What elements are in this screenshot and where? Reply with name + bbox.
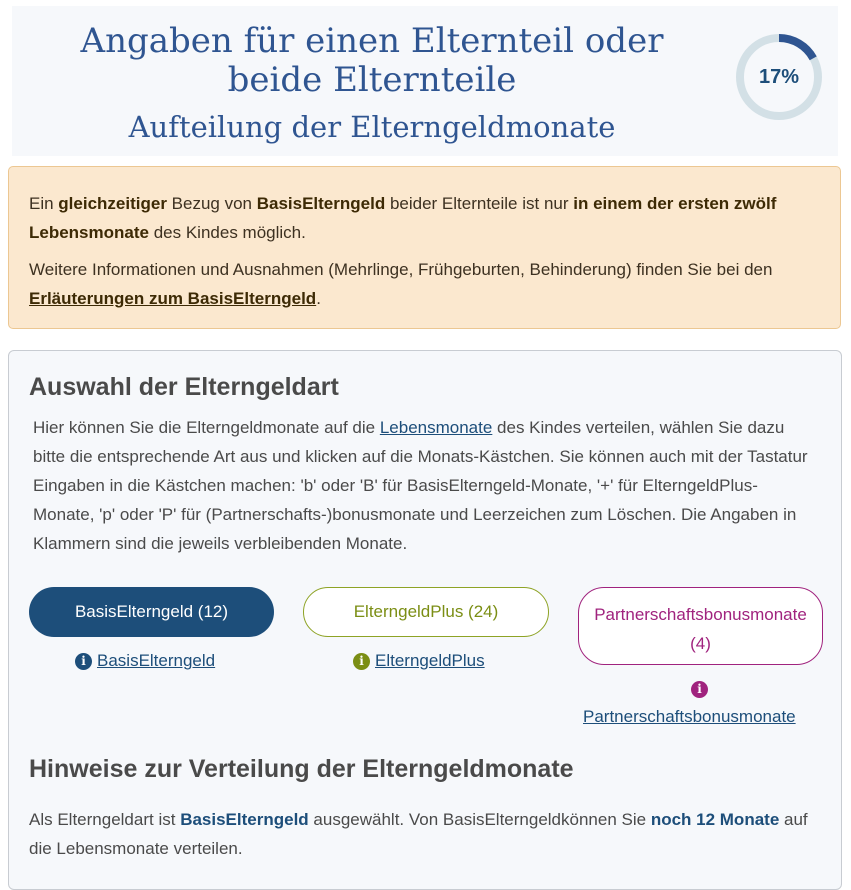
progress-indicator	[734, 32, 824, 122]
page-subtitle: Aufteilung der Elterngeldmonate	[128, 110, 616, 144]
progress-label: 17%	[758, 66, 800, 88]
elterngeldart-panel	[8, 350, 842, 890]
elterngeldplus-button[interactable]: ElterngeldPlus (24)	[303, 587, 549, 637]
basiselterngeld-button[interactable]: BasisElterngeld (12)	[29, 587, 274, 637]
partnerschaftsbonus-button-label: Partnerschaftsbonusmonate (4)	[594, 605, 807, 653]
info-paragraph-1: Ein gleichzeitiger Bezug von BasisElterngeld beider Elternteile ist nur in einem der ersten zwölf Lebensmonate des Kindes möglich.	[29, 194, 777, 242]
erlaeuterungen-link[interactable]: Erläuterungen zum BasisElterngeld	[29, 289, 317, 308]
auswahl-description: Hier können Sie die Elterngeldmonate auf die Lebensmonate des Kindes verteilen, wählen Sie dazu bitte die entsprechende Art aus und klicken auf die Monats-Kästchen. Sie können auch mit der Tastatur Eingaben in die Kästchen machen: 'b' oder 'B' für BasisElterngeld-Monate, '+' für ElterngeldPlus-Monate, 'p' oder 'P' für (Partnerschafts-)bonusmonate und Leerzeichen zum Löschen. Die Angaben in Klammern sind die jeweils verbleibenden Monate.	[33, 418, 808, 553]
partnerschaftsbonus-button[interactable]	[578, 587, 823, 665]
hinweise-text: Als Elterngeldart ist BasisElterngeld ausgewählt. Von BasisElterngeldkönnen Sie noch 12 Monate auf die Lebensmonate verteilen.	[29, 810, 808, 858]
page-header	[12, 6, 838, 156]
hinweise-heading: Hinweise zur Verteilung der Elterngeldmonate	[29, 755, 574, 783]
basiselterngeld-info-link[interactable]: i BasisElterngeld	[75, 651, 215, 671]
info-icon: i	[691, 681, 708, 698]
page-title: Angaben für einen Elternteil oder beide Elternteile	[80, 21, 664, 100]
elterngeldplus-info-link[interactable]: i ElterngeldPlus	[353, 651, 485, 671]
info-icon: i	[75, 653, 92, 670]
info-icon: i	[353, 653, 370, 670]
auswahl-heading: Auswahl der Elterngeldart	[29, 373, 339, 401]
info-paragraph-2: Weitere Informationen und Ausnahmen (Mehrlinge, Frühgeburten, Behinderung) finden Sie bei den Erläuterungen zum BasisElterngeld.	[29, 260, 773, 308]
partnerschaftsbonus-info-link[interactable]: Partnerschaftsbonusmonate	[583, 707, 796, 726]
info-notice	[8, 166, 841, 329]
lebensmonate-link[interactable]: Lebensmonate	[379, 418, 493, 437]
